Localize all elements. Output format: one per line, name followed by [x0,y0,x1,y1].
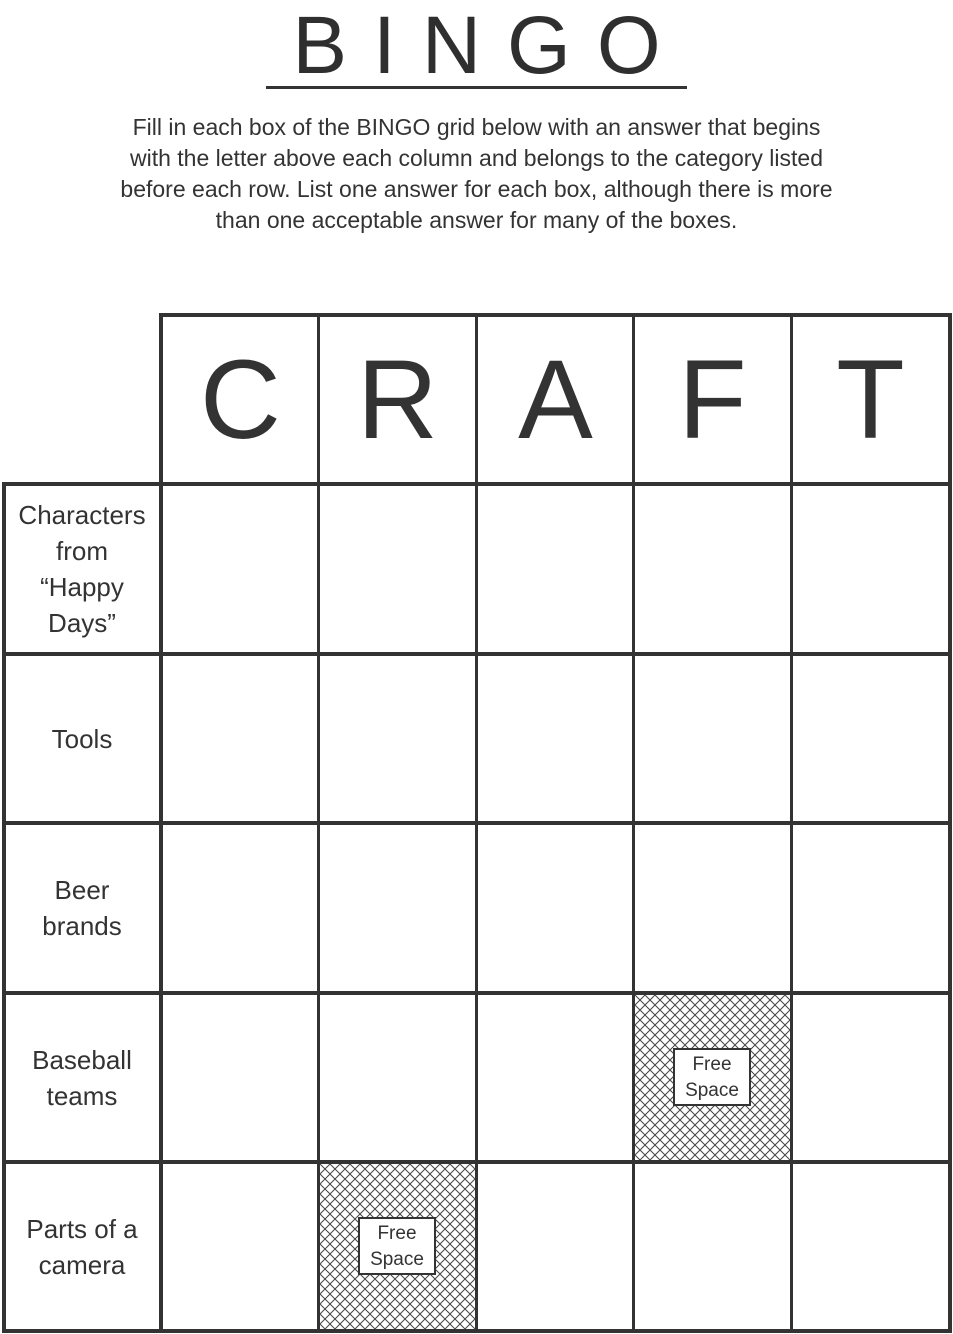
free-space-cell [635,995,790,1160]
column-letter-t: T [836,337,905,462]
page-title [0,0,953,91]
bingo-heading: BINGO [266,6,686,89]
answer-cell[interactable] [320,486,475,652]
column-letter-f: F [678,337,747,462]
answer-cell[interactable] [320,656,475,821]
answer-cell[interactable] [635,656,790,821]
answer-cell[interactable] [478,1164,632,1329]
answer-cell[interactable] [163,1164,317,1329]
answer-cell[interactable] [478,486,632,652]
column-letter-c: C [200,337,281,462]
answer-cell[interactable] [163,825,317,991]
free-space-label: Free Space [358,1217,436,1275]
answer-cell[interactable] [635,1164,790,1329]
row-label-parts-of-camera: Parts of a camera [26,1213,138,1280]
answer-cell[interactable] [793,825,948,991]
answer-cell[interactable] [478,656,632,821]
instructions: Fill in each box of the BINGO grid below with an answer that begins with the letter above each column and belongs to the category listed before each row. List one answer for each box, although there is more than one acceptable answer for many of the boxes. [120,114,833,233]
answer-cell[interactable] [793,1164,948,1329]
answer-cell[interactable] [635,486,790,652]
answer-cell[interactable] [635,825,790,991]
column-letter-r: R [357,337,438,462]
column-letter-a: A [518,337,593,462]
answer-cell[interactable] [478,995,632,1160]
answer-cell[interactable] [793,995,948,1160]
free-space-label: Free Space [673,1048,751,1106]
answer-cell[interactable] [793,656,948,821]
row-label-tools: Tools [51,723,113,754]
answer-cell[interactable] [163,995,317,1160]
answer-cell[interactable] [163,486,317,652]
free-space-cell [320,1164,475,1329]
row-label-happy-days: Characters from “Happy Days” [18,500,146,638]
row-label-beer-brands: Beer brands [42,875,122,941]
answer-cell[interactable] [793,486,948,652]
row-label-baseball-teams: Baseball teams [32,1044,132,1111]
answer-cell[interactable] [320,995,475,1160]
answer-cell[interactable] [163,656,317,821]
answer-cell[interactable] [478,825,632,991]
answer-cell[interactable] [320,825,475,991]
